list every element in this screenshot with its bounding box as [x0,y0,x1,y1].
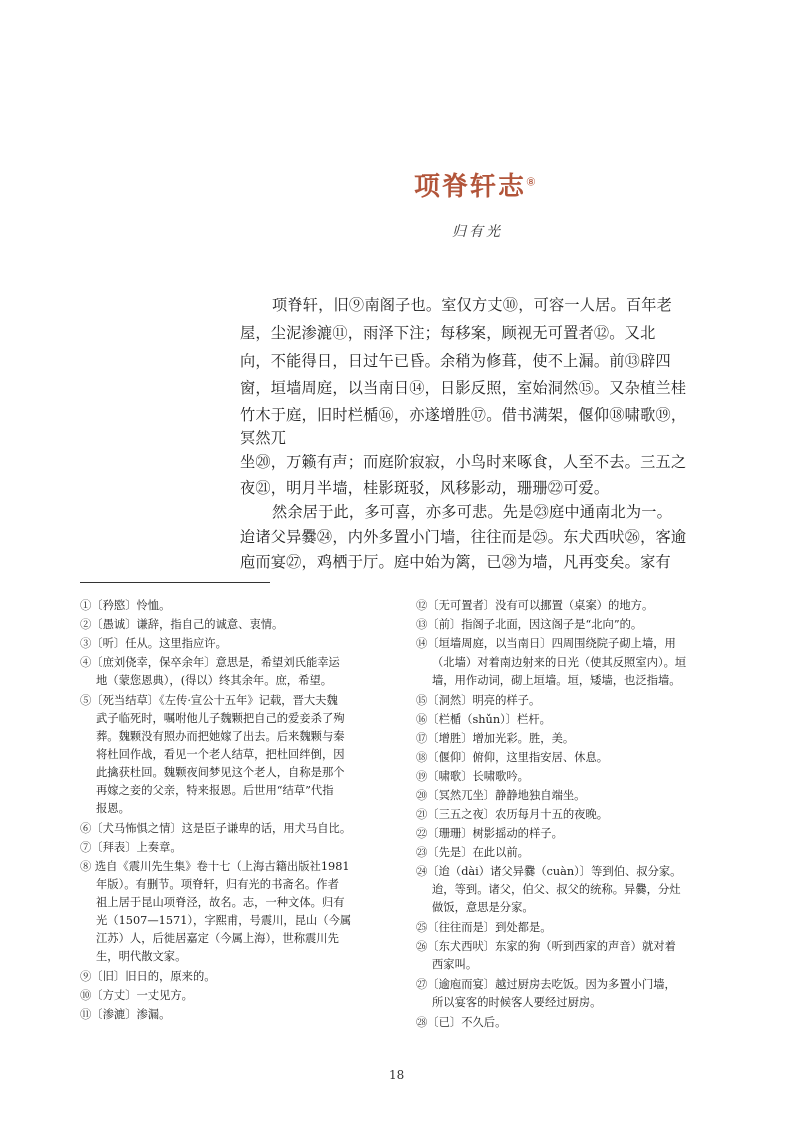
body-line: 竹木于庭，旧时栏楯⑯，亦遂增胜⑰。借书满架，偃仰⑱啸歌⑲， [240,406,687,424]
footnote: ㉖〔东犬西吠〕东家的狗（听到西家的声音）就对着 [416,940,676,953]
footnote: ㉒〔珊珊〕树影摇动的样子。 [416,827,563,840]
page-title: 项脊轩志⑧ [414,172,538,202]
footnote: 地（蒙您恩典），(得以）终其余年。庶，希望。 [96,674,332,687]
footnote: 葬。魏颗没有照办而把她嫁了出去。后来魏颗与秦 [96,730,345,743]
footnote: ㉗〔逾庖而宴〕越过厨房去吃饭。因为多置小门墙， [416,978,676,991]
page-number: 18 [389,1068,405,1082]
body-line: 夜㉑，明月半墙，桂影斑驳，风移影动，珊珊㉒可爱。 [240,479,610,497]
footnote: 做饭，意思是分家。 [432,901,534,914]
footnote: 生，明代散文家。 [96,950,187,963]
footnote: ⑨〔旧〕旧日的，原来的。 [80,970,216,983]
author-name: 归有光 [452,224,503,240]
footnote: ⑲〔啸歌〕长啸歌吟。 [416,770,529,783]
body-line: 然余居于此，多可喜，亦多可悲。先是㉓庭中通南北为一。 [272,503,673,521]
footnote: 报恩。 [96,802,130,815]
footnote: ①〔矜愍〕怜恤。 [80,599,171,612]
footnote: ⑤〔死当结草〕《左传·宣公十五年》记载，晋大夫魏 [80,694,338,707]
footnote: ⑳〔冥然兀坐〕静静地独自端坐。 [416,789,586,802]
body-line: 庖而宴㉗，鸡栖于厅。庭中始为篱，已㉘为墙，凡再变矣。家有 [240,553,671,571]
footnote: 此擒获杜回。魏颗夜间梦见这个老人，自称是那个 [96,766,345,779]
footnote: 迨，等到。诸父，伯父、叔父的统称。异爨，分灶 [432,883,681,896]
footnote: ㉑〔三五之夜〕农历每月十五的夜晚。 [416,808,609,821]
body-line: 坐⑳，万籁有声；而庭阶寂寂，小鸟时来啄食，人至不去。三五之 [240,453,687,471]
footnote: （北墙）对着南边射来的日光（使其反照室内）。垣 [432,656,687,669]
title-footnote-marker: ⑧ [526,175,538,189]
footnote: ㉘〔已〕不久后。 [416,1016,507,1029]
footnote: ⑥〔犬马怖惧之情〕这是臣子谦卑的话，用犬马自比。 [80,822,352,835]
footnote: ③〔听〕任从。这里指应许。 [80,637,227,650]
footnote: ⑬〔前〕指阁子北面，因这阁子是“北向”的。 [416,618,643,631]
footnote: ⑪〔渗漉〕渗漏。 [80,1008,171,1021]
footnote: 将杜回作战，看见一个老人结草，把杜回绊倒，因 [96,748,345,761]
footnote: ⑭〔垣墙周庭，以当南日〕四周围绕院子砌上墙，用 [416,637,676,650]
body-line: 项脊轩，旧⑨南阁子也。室仅方丈⑩，可容一人居。百年老 [272,296,673,314]
body-line: 屋，尘泥渗漉⑪，雨泽下注；每移案，顾视无可置者⑫。又北 [240,324,656,342]
body-line: 冥然兀 [240,429,287,447]
footnote: 光（1507—1571），字熙甫，号震川，昆山（今属 [96,914,352,927]
footnote: 再嫁之妾的父亲，特来报恩。后世用“结草”代指 [96,784,334,797]
footnote: 西家叫。 [432,958,478,971]
footnote: ㉓〔先是〕在此以前。 [416,846,529,859]
footnote: ②〔愚诚〕谦辞，指自己的诚意、衷情。 [80,618,284,631]
footnote: 所以宴客的时候客人要经过厨房。 [432,996,602,1009]
footnote: ④〔庶刘侥幸，保卒余年〕意思是，希望刘氏能幸运 [80,656,340,669]
footnote: 江苏）人，后徙居嘉定（今属上海），世称震川先 [96,932,339,945]
body-line: 迨诸父异爨㉔，内外多置小门墙，往往而是㉕。东犬西吠㉖，客逾 [240,528,687,546]
footnote: ⑯〔栏楯（shǔn）〕栏杆。 [416,713,551,726]
footnote: ⑦〔拜表〕上奏章。 [80,841,182,854]
footnote: ⑩〔方丈〕一丈见方。 [80,989,193,1002]
footnote: 年版）。有删节。项脊轩，归有光的书斋名。作者 [96,878,339,891]
footnote-divider [80,582,270,583]
footnote: 武子临死时，嘱咐他儿子魏颗把自己的爱妾杀了殉 [96,712,345,725]
body-line: 窗，垣墙周庭，以当南日⑭，日影反照，室始洞然⑮。又杂植兰桂 [240,379,687,397]
body-line: 向，不能得日，日过午已昏。余稍为修葺，使不上漏。前⑬辟四 [240,352,671,370]
footnote: ⑱〔偃仰〕俯仰，这里指安居、休息。 [416,751,609,764]
footnote: ⑫〔无可置者〕没有可以挪置（桌案）的地方。 [416,599,654,612]
footnote: ⑮〔洞然〕明亮的样子。 [416,694,541,707]
footnote: 祖上居于昆山项脊泾，故名。志，一种文体。归有 [96,896,345,909]
footnote: ㉔〔迨（dài）诸父异爨（cuàn）〕等到伯、叔分家。 [416,865,682,878]
footnote: 墙，用作动词，砌上垣墙。垣，矮墙，也泛指墙。 [432,674,681,687]
footnote: ⑧ 选自《震川先生集》卷十七（上海古籍出版社1981 [80,860,350,873]
footnote: ㉕〔往往而是〕到处都是。 [416,921,552,934]
footnote: ⑰〔增胜〕增加光彩。胜，美。 [416,732,575,745]
